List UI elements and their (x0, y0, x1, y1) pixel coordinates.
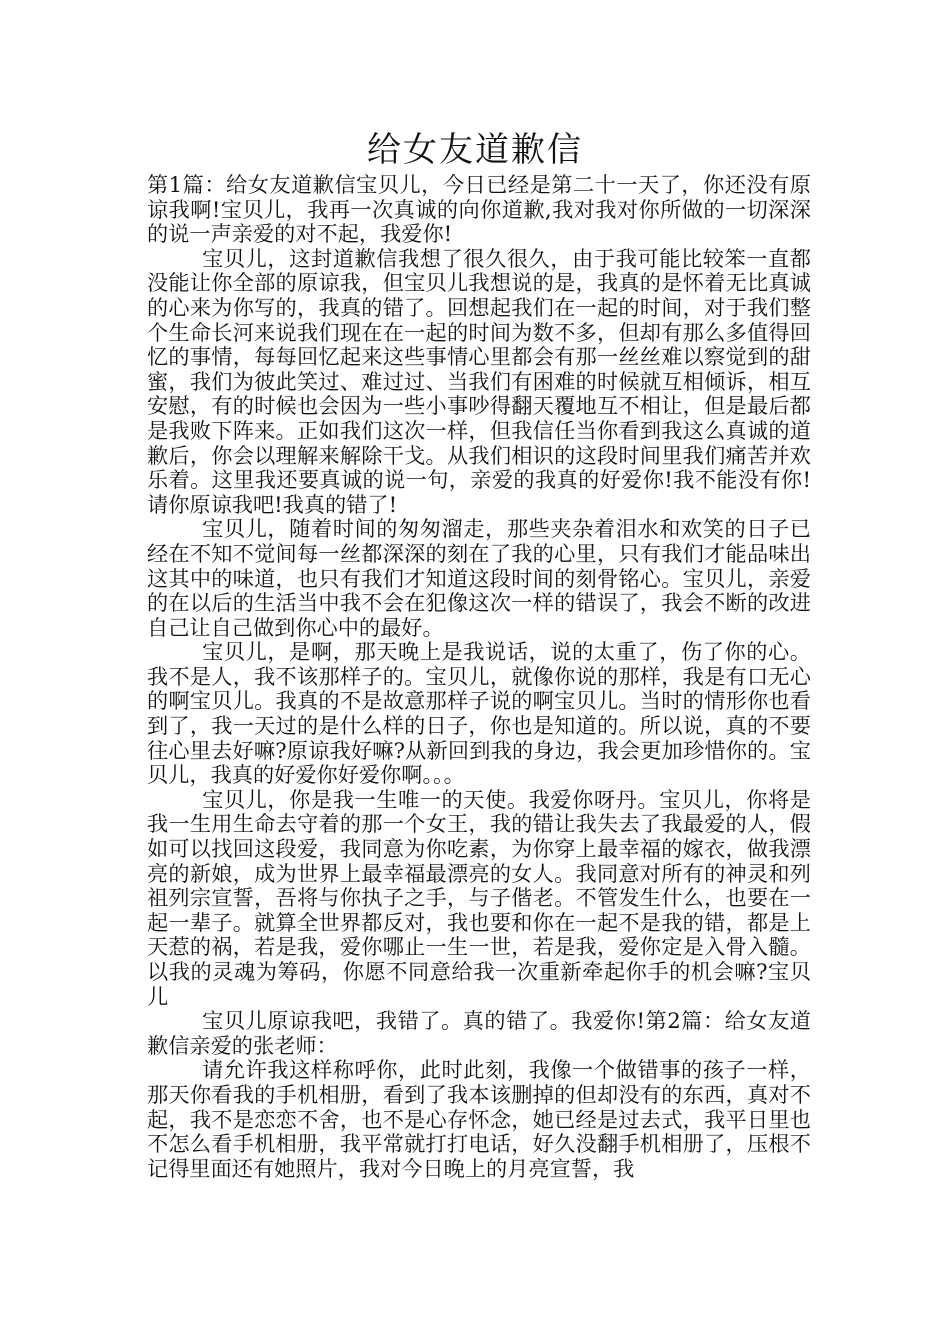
paragraph-5: 宝贝儿，你是我一生唯一的天使。我爱你呀丹。宝贝儿，你将是我一生用生命去守着的那一个女王，我的错让我失去了我最爱的人，假如可以找回这段爱，我同意为你吃素，为你穿上最幸福的嫁衣，做我漂亮的新娘，成为世界上最幸福最漂亮的女人。我同意对所有的神灵和列祖列宗宣誓，吾将与你执子之手，与子偕老。不管发生什么，也要在一起一辈子。就算全世界都反对，我也要和你在一起不是我的错，都是上天惹的祸，若是我，爱你哪止一生一世，若是我，爱你定是入骨入髓。以我的灵魂为筹码，你愿不同意给我一次重新牵起你手的机会嘛?宝贝儿 (147, 786, 811, 1009)
paragraph-4: 宝贝儿，是啊，那天晚上是我说话，说的太重了，伤了你的心。我不是人，我不该那样子的。宝贝儿，就像你说的那样，我是有口无心的啊宝贝儿。我真的不是故意那样子说的啊宝贝儿。当时的情形你也看到了，我一天过的是什么样的日子，你也是知道的。所以说，真的不要往心里去好嘛?原谅我好嘛?从新回到我的身边，我会更加珍惜你的。宝贝儿，我真的好爱你好爱你啊。。。 (147, 639, 811, 788)
paragraph-3: 宝贝儿，随着时间的匆匆溜走，那些夹杂着泪水和欢笑的日子已经在不知不觉间每一丝都深深的刻在了我的心里，只有我们才能品味出这其中的味道，也只有我们才知道这段时间的刻骨铭心。宝贝儿，亲爱的在以后的生活当中我不会在犯像这次一样的错误了，我会不断的改进自己让自己做到你心中的最好。 (147, 516, 811, 640)
paragraph-1: 第1篇：给女友道歉信宝贝儿，今日已经是第二十一天了，你还没有原谅我啊!宝贝儿，我再一次真诚的向你道歉,我对我对你所做的一切深深的说一声亲爱的对不起，我爱你! (147, 172, 811, 247)
paragraph-6: 宝贝儿原谅我吧，我错了。真的错了。我爱你!第2篇：给女友道歉信亲爱的张老师： (147, 1008, 811, 1058)
document-body (147, 173, 811, 1181)
document-title: 给女友道歉信 (367, 130, 583, 170)
paragraph-2: 宝贝儿，这封道歉信我想了很久很久，由于我可能比较笨一直都没能让你全部的原谅我，但宝贝儿我想说的是，我真的是怀着无比真诚的心来为你写的，我真的错了。回想起我们在一起的时间，对于我们整个生命长河来说我们现在在一起的时间为数不多，但却有那么多值得回忆的事情，每每回忆起来这些事情心里都会有那一丝丝难以察觉到的甜蜜，我们为彼此笑过、难过过、当我们有困难的时候就互相倾诉，相互安慰，有的时候也会因为一些小事吵得翻天覆地互不相让，但是最后都是我败下阵来。正如我们这次一样，但我信任当你看到我这么真诚的道歉后，你会以理解来解除干戈。从我们相识的这段时间里我们痛苦并欢乐着。这里我还要真诚的说一句，亲爱的我真的好爱你!我不能没有你!请你原谅我吧!我真的错了! (147, 245, 811, 517)
paragraph-7: 请允许我这样称呼你，此时此刻，我像一个做错事的孩子一样，那天你看我的手机相册，看到了我本该删掉的但却没有的东西，真对不起，我不是恋恋不舍，也不是心存怀念，她已经是过去式，我平日里也不怎么看手机相册，我平常就打打电话，好久没翻手机相册了，压根不记得里面还有她照片，我对今日晚上的月亮宣誓，我 (147, 1057, 811, 1181)
